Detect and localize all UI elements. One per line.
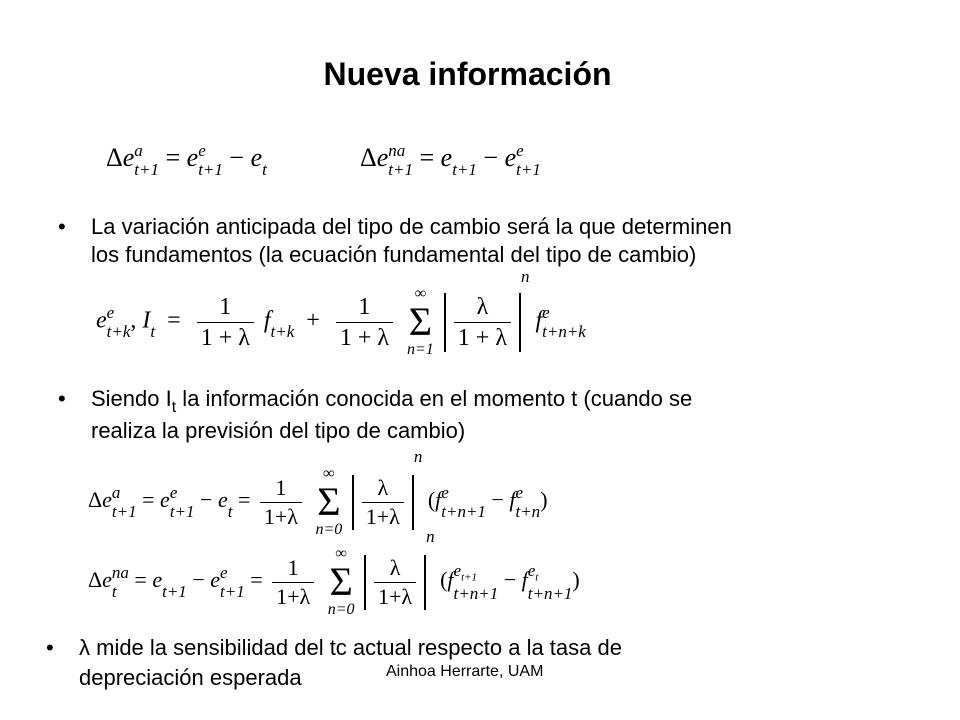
bullet-text-line-2: depreciación esperada — [79, 665, 302, 690]
footer-author: Ainhoa Herrarte, UAM — [386, 663, 544, 680]
bullet-text-line-2: realiza la previsión del tipo de cambio) — [91, 418, 466, 443]
bullet-text-line-1: λ mide la sensibilidad del tc actual respecto a la tasa de — [79, 635, 622, 660]
bullet-text-line-1: Siendo $I_t$ la información conocida en el momento t (cuando se — [91, 386, 693, 416]
equation-expected-exchange-rate: e e t+k , I t = $\frac{1}{1 + \lambda}$ f t+k + $\frac{1}{1 + \lambda}$ ∞ Σ n=1 $\frac{\lambda}{1 + \lambda}$ n f e t+n+k — [96, 267, 586, 358]
bullet-text-line-2: los fundamentos (la ecuación fundamental del tipo de cambio) — [91, 242, 697, 267]
bullet-marker: • — [58, 214, 66, 239]
slide-title: Nueva información — [323, 56, 612, 92]
bullet-marker: • — [46, 635, 54, 660]
equation-unanticipated-expanded: Δe na t = e t+1 − e e t+1 = $\frac{1}{1+\lambda}$ ∞ Σ n=0 $\frac{\lambda}{1+\lambda}$ n (f $e_{t+1}$ t+n+1 − f $e_t$ t+n+1 ) — [88, 527, 580, 618]
equation-unanticipated-variation: Δe na t+1 = e t+1 − e e t+1 — [360, 141, 541, 179]
equation-anticipated-variation: Δe a t+1 = e e t+1 − e t — [106, 141, 267, 179]
bullet-marker: • — [58, 386, 66, 411]
bullet-text-line-1: La variación anticipada del tipo de cambio será la que determinen — [91, 214, 732, 239]
equation-anticipated-expanded: Δe a t+1 = e e t+1 − e t = $\frac{1}{1+\lambda}$ ∞ Σ n=0 $\frac{\lambda}{1+\lambda}$ n (f e t+n+1 − f e t+n ) — [88, 447, 548, 538]
